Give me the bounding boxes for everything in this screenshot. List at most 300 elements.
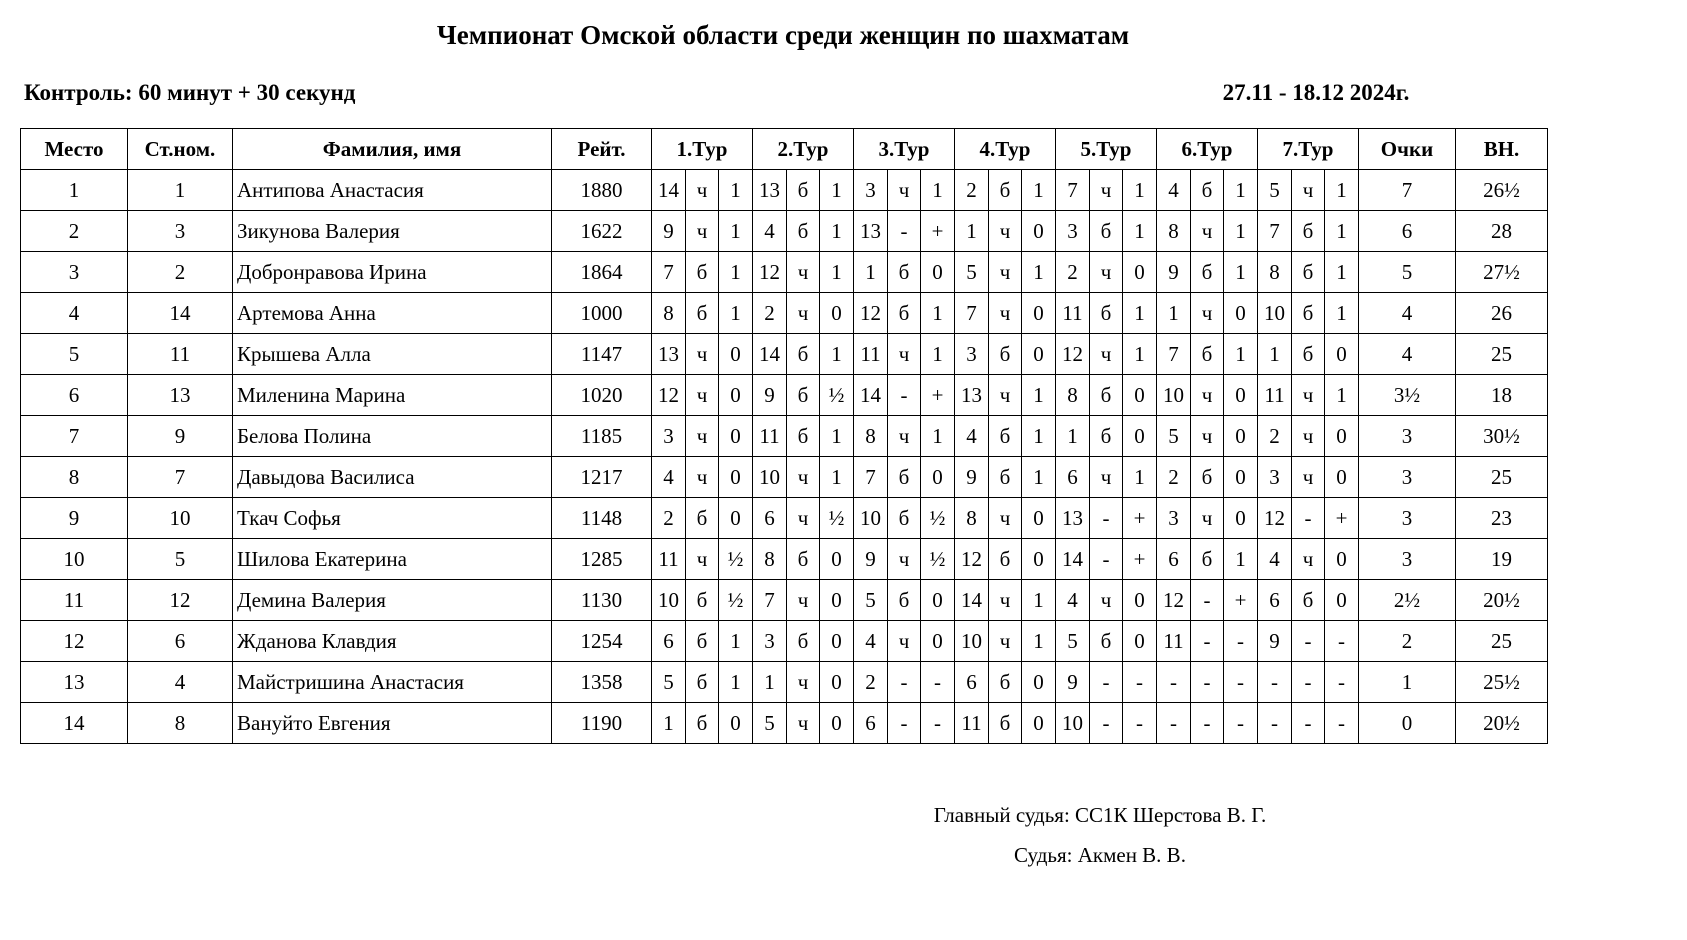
round-result-cell: 1 <box>820 334 854 375</box>
round-opponent-cell: 10 <box>854 498 888 539</box>
round-result-cell: 0 <box>1022 498 1056 539</box>
place-cell: 8 <box>21 457 128 498</box>
round-opponent-cell: 13 <box>652 334 686 375</box>
points-cell: 3 <box>1359 539 1456 580</box>
header-tiebreak: ВН. <box>1456 129 1548 170</box>
round-color-cell: ч <box>1191 211 1224 252</box>
round-result-cell: - <box>1123 662 1157 703</box>
round-result-cell: 1 <box>1325 375 1359 416</box>
round-color-cell: ч <box>686 539 719 580</box>
judges-block <box>910 795 1290 875</box>
round-color-cell: ч <box>888 334 921 375</box>
round-opponent-cell: 2 <box>955 170 989 211</box>
round-opponent-cell: 13 <box>1056 498 1090 539</box>
round-opponent-cell: 1 <box>1056 416 1090 457</box>
round-opponent-cell: 5 <box>1258 170 1292 211</box>
round-color-cell: - <box>1191 621 1224 662</box>
table-row <box>21 580 1548 621</box>
round-result-cell: 1 <box>719 293 753 334</box>
table-row <box>21 170 1548 211</box>
tiebreak-cell: 25½ <box>1456 662 1548 703</box>
round-opponent-cell: 9 <box>753 375 787 416</box>
round-color-cell: ч <box>1090 252 1123 293</box>
round-result-cell: 0 <box>820 662 854 703</box>
round-result-cell: 1 <box>1123 334 1157 375</box>
round-color-cell: б <box>1090 416 1123 457</box>
round-color-cell: б <box>686 498 719 539</box>
round-color-cell: ч <box>1191 293 1224 334</box>
crosstable <box>20 128 1548 744</box>
place-cell: 10 <box>21 539 128 580</box>
header-round-4: 4.Тур <box>955 129 1056 170</box>
chief-judge: Главный судья: СС1К Шерстова В. Г. <box>933 803 1267 827</box>
round-color-cell: - <box>888 211 921 252</box>
round-color-cell: б <box>989 170 1022 211</box>
start-number-cell: 11 <box>128 334 233 375</box>
round-result-cell: 1 <box>1022 416 1056 457</box>
round-opponent-cell: 6 <box>854 703 888 744</box>
round-opponent-cell: 8 <box>955 498 989 539</box>
round-result-cell: 0 <box>1224 375 1258 416</box>
round-result-cell: 0 <box>1224 457 1258 498</box>
round-result-cell: + <box>1123 498 1157 539</box>
header-start-number: Ст.ном. <box>128 129 233 170</box>
round-opponent-cell: 11 <box>854 334 888 375</box>
player-name-cell: Артемова Анна <box>233 293 552 334</box>
header-points: Очки <box>1359 129 1456 170</box>
round-opponent-cell: 4 <box>854 621 888 662</box>
round-result-cell: 0 <box>1325 580 1359 621</box>
round-opponent-cell: 5 <box>753 703 787 744</box>
header-round-5: 5.Тур <box>1056 129 1157 170</box>
round-opponent-cell: 4 <box>1258 539 1292 580</box>
round-color-cell: - <box>1090 498 1123 539</box>
round-color-cell: ч <box>686 416 719 457</box>
round-result-cell: 0 <box>719 334 753 375</box>
tiebreak-cell: 20½ <box>1456 580 1548 621</box>
player-name-cell: Белова Полина <box>233 416 552 457</box>
header-round-6: 6.Тур <box>1157 129 1258 170</box>
round-result-cell: 0 <box>1325 457 1359 498</box>
round-color-cell: б <box>989 703 1022 744</box>
round-result-cell: 1 <box>1325 293 1359 334</box>
round-opponent-cell: - <box>1258 662 1292 703</box>
round-color-cell: б <box>888 498 921 539</box>
round-color-cell: - <box>888 662 921 703</box>
start-number-cell: 9 <box>128 416 233 457</box>
round-opponent-cell: 14 <box>652 170 686 211</box>
round-opponent-cell: 3 <box>652 416 686 457</box>
round-opponent-cell: 2 <box>1157 457 1191 498</box>
table-row <box>21 498 1548 539</box>
round-result-cell: 0 <box>1325 334 1359 375</box>
round-opponent-cell: 11 <box>955 703 989 744</box>
player-name-cell: Крышева Алла <box>233 334 552 375</box>
round-result-cell: 1 <box>1325 211 1359 252</box>
round-result-cell: 0 <box>719 703 753 744</box>
round-color-cell: ч <box>686 375 719 416</box>
round-result-cell: 1 <box>719 621 753 662</box>
round-color-cell: б <box>888 457 921 498</box>
start-number-cell: 5 <box>128 539 233 580</box>
round-result-cell: 0 <box>820 539 854 580</box>
round-color-cell: - <box>1292 703 1325 744</box>
round-opponent-cell: - <box>1157 703 1191 744</box>
round-opponent-cell: - <box>1258 703 1292 744</box>
rating-cell: 1190 <box>552 703 652 744</box>
round-color-cell: б <box>686 252 719 293</box>
round-color-cell: - <box>1090 539 1123 580</box>
points-cell: 4 <box>1359 293 1456 334</box>
start-number-cell: 2 <box>128 252 233 293</box>
round-color-cell: б <box>1191 334 1224 375</box>
round-opponent-cell: 11 <box>652 539 686 580</box>
tiebreak-cell: 27½ <box>1456 252 1548 293</box>
rating-cell: 1130 <box>552 580 652 621</box>
tiebreak-cell: 25 <box>1456 621 1548 662</box>
place-cell: 13 <box>21 662 128 703</box>
header-name: Фамилия, имя <box>233 129 552 170</box>
round-result-cell: 0 <box>1022 662 1056 703</box>
round-color-cell: ч <box>888 539 921 580</box>
round-opponent-cell: 6 <box>652 621 686 662</box>
header-rating: Рейт. <box>552 129 652 170</box>
round-opponent-cell: 13 <box>753 170 787 211</box>
round-result-cell: 1 <box>1022 170 1056 211</box>
rating-cell: 1020 <box>552 375 652 416</box>
round-color-cell: б <box>1191 457 1224 498</box>
round-result-cell: 1 <box>1123 211 1157 252</box>
tiebreak-cell: 23 <box>1456 498 1548 539</box>
points-cell: 3½ <box>1359 375 1456 416</box>
round-result-cell: 0 <box>1224 498 1258 539</box>
round-result-cell: 1 <box>719 170 753 211</box>
round-result-cell: 0 <box>921 621 955 662</box>
round-opponent-cell: 2 <box>1258 416 1292 457</box>
round-color-cell: ч <box>787 293 820 334</box>
round-opponent-cell: 8 <box>1258 252 1292 293</box>
place-cell: 12 <box>21 621 128 662</box>
round-opponent-cell: 2 <box>753 293 787 334</box>
start-number-cell: 13 <box>128 375 233 416</box>
round-opponent-cell: 5 <box>955 252 989 293</box>
round-result-cell: 0 <box>820 621 854 662</box>
round-color-cell: ч <box>1090 170 1123 211</box>
round-result-cell: - <box>921 703 955 744</box>
player-name-cell: Жданова Клавдия <box>233 621 552 662</box>
round-opponent-cell: 12 <box>1258 498 1292 539</box>
header-round-2: 2.Тур <box>753 129 854 170</box>
round-color-cell: ч <box>787 662 820 703</box>
page-title: Чемпионат Омской области среди женщин по шахматам <box>436 20 1130 50</box>
round-opponent-cell: 3 <box>955 334 989 375</box>
round-color-cell: ч <box>787 457 820 498</box>
round-result-cell: 0 <box>1123 252 1157 293</box>
tiebreak-cell: 25 <box>1456 334 1548 375</box>
round-result-cell: 0 <box>1123 375 1157 416</box>
round-result-cell: 0 <box>820 580 854 621</box>
round-color-cell: - <box>1191 580 1224 621</box>
round-result-cell: 1 <box>921 334 955 375</box>
round-opponent-cell: 12 <box>854 293 888 334</box>
rating-cell: 1864 <box>552 252 652 293</box>
round-color-cell: ч <box>1292 170 1325 211</box>
points-cell: 0 <box>1359 703 1456 744</box>
rating-cell: 1358 <box>552 662 652 703</box>
round-result-cell: 1 <box>1224 252 1258 293</box>
round-color-cell: б <box>787 539 820 580</box>
round-opponent-cell: 2 <box>1056 252 1090 293</box>
round-result-cell: - <box>921 662 955 703</box>
round-color-cell: б <box>787 621 820 662</box>
round-color-cell: ч <box>989 621 1022 662</box>
round-result-cell: - <box>1325 662 1359 703</box>
points-cell: 3 <box>1359 498 1456 539</box>
player-name-cell: Демина Валерия <box>233 580 552 621</box>
round-opponent-cell: 7 <box>1157 334 1191 375</box>
round-result-cell: 0 <box>1123 580 1157 621</box>
round-color-cell: - <box>1292 662 1325 703</box>
round-opponent-cell: 11 <box>753 416 787 457</box>
round-color-cell: б <box>888 293 921 334</box>
round-color-cell: ч <box>1090 580 1123 621</box>
round-color-cell: б <box>1191 170 1224 211</box>
round-opponent-cell: 14 <box>1056 539 1090 580</box>
round-result-cell: 1 <box>921 416 955 457</box>
start-number-cell: 1 <box>128 170 233 211</box>
round-result-cell: 0 <box>1325 539 1359 580</box>
round-result-cell: 1 <box>1022 457 1056 498</box>
table-row <box>21 252 1548 293</box>
round-color-cell: - <box>1191 662 1224 703</box>
round-result-cell: 0 <box>719 375 753 416</box>
round-color-cell: ч <box>888 621 921 662</box>
round-result-cell: 0 <box>1022 703 1056 744</box>
player-name-cell: Антипова Анастасия <box>233 170 552 211</box>
round-result-cell: - <box>1123 703 1157 744</box>
round-opponent-cell: 14 <box>854 375 888 416</box>
round-opponent-cell: 10 <box>1157 375 1191 416</box>
round-opponent-cell: 7 <box>652 252 686 293</box>
round-result-cell: 1 <box>1325 252 1359 293</box>
table-row <box>21 539 1548 580</box>
round-color-cell: - <box>888 703 921 744</box>
round-result-cell: 0 <box>1325 416 1359 457</box>
points-cell: 4 <box>1359 334 1456 375</box>
round-color-cell: б <box>1292 580 1325 621</box>
round-opponent-cell: 6 <box>1056 457 1090 498</box>
round-color-cell: б <box>989 662 1022 703</box>
place-cell: 3 <box>21 252 128 293</box>
round-result-cell: + <box>921 211 955 252</box>
table-row <box>21 211 1548 252</box>
player-name-cell: Миленина Марина <box>233 375 552 416</box>
round-result-cell: 1 <box>1123 170 1157 211</box>
round-color-cell: - <box>1090 703 1123 744</box>
round-opponent-cell: 4 <box>1056 580 1090 621</box>
round-color-cell: ч <box>787 703 820 744</box>
round-color-cell: б <box>686 662 719 703</box>
place-cell: 2 <box>21 211 128 252</box>
round-result-cell: - <box>1224 662 1258 703</box>
round-color-cell: - <box>888 375 921 416</box>
round-color-cell: - <box>1090 662 1123 703</box>
round-result-cell: 1 <box>1022 621 1056 662</box>
round-color-cell: ч <box>1090 457 1123 498</box>
round-opponent-cell: 6 <box>1157 539 1191 580</box>
table-row <box>21 457 1548 498</box>
rating-cell: 1285 <box>552 539 652 580</box>
round-result-cell: ½ <box>719 580 753 621</box>
tiebreak-cell: 26 <box>1456 293 1548 334</box>
round-opponent-cell: 10 <box>753 457 787 498</box>
round-color-cell: ч <box>989 498 1022 539</box>
round-color-cell: б <box>686 621 719 662</box>
round-result-cell: 1 <box>1022 252 1056 293</box>
round-color-cell: ч <box>1292 457 1325 498</box>
round-color-cell: ч <box>989 252 1022 293</box>
round-result-cell: - <box>1224 621 1258 662</box>
round-opponent-cell: 7 <box>753 580 787 621</box>
round-result-cell: + <box>1123 539 1157 580</box>
round-result-cell: 0 <box>921 457 955 498</box>
round-color-cell: б <box>989 416 1022 457</box>
round-result-cell: 0 <box>1022 293 1056 334</box>
round-result-cell: 1 <box>719 252 753 293</box>
judge: Судья: Акмен В. В. <box>1014 843 1186 867</box>
round-result-cell: 1 <box>820 211 854 252</box>
round-result-cell: 0 <box>1022 211 1056 252</box>
points-cell: 2 <box>1359 621 1456 662</box>
rating-cell: 1622 <box>552 211 652 252</box>
start-number-cell: 8 <box>128 703 233 744</box>
tiebreak-cell: 26½ <box>1456 170 1548 211</box>
round-opponent-cell: 5 <box>1157 416 1191 457</box>
round-opponent-cell: 12 <box>652 375 686 416</box>
round-color-cell: б <box>787 375 820 416</box>
round-color-cell: б <box>787 334 820 375</box>
start-number-cell: 3 <box>128 211 233 252</box>
round-opponent-cell: 9 <box>1056 662 1090 703</box>
round-color-cell: б <box>1292 211 1325 252</box>
points-cell: 7 <box>1359 170 1456 211</box>
round-color-cell: - <box>1292 498 1325 539</box>
round-opponent-cell: 11 <box>1056 293 1090 334</box>
round-color-cell: ч <box>686 170 719 211</box>
table-row <box>21 334 1548 375</box>
round-color-cell: б <box>686 703 719 744</box>
tiebreak-cell: 30½ <box>1456 416 1548 457</box>
round-color-cell: ч <box>787 580 820 621</box>
round-result-cell: 0 <box>1224 293 1258 334</box>
place-cell: 14 <box>21 703 128 744</box>
round-opponent-cell: 3 <box>753 621 787 662</box>
round-result-cell: 1 <box>820 252 854 293</box>
tiebreak-cell: 19 <box>1456 539 1548 580</box>
round-opponent-cell: 6 <box>753 498 787 539</box>
round-color-cell: ч <box>888 416 921 457</box>
round-color-cell: ч <box>1090 334 1123 375</box>
start-number-cell: 14 <box>128 293 233 334</box>
round-opponent-cell: 3 <box>1258 457 1292 498</box>
header-place: Место <box>21 129 128 170</box>
round-opponent-cell: 8 <box>652 293 686 334</box>
round-opponent-cell: 11 <box>1258 375 1292 416</box>
rating-cell: 1254 <box>552 621 652 662</box>
round-color-cell: ч <box>1292 375 1325 416</box>
round-color-cell: б <box>989 334 1022 375</box>
round-opponent-cell: 3 <box>1056 211 1090 252</box>
round-result-cell: 1 <box>921 293 955 334</box>
round-opponent-cell: 13 <box>955 375 989 416</box>
round-color-cell: ч <box>787 498 820 539</box>
start-number-cell: 4 <box>128 662 233 703</box>
round-opponent-cell: 2 <box>854 662 888 703</box>
table-row <box>21 375 1548 416</box>
round-color-cell: б <box>1090 621 1123 662</box>
round-result-cell: ½ <box>921 539 955 580</box>
player-name-cell: Шилова Екатерина <box>233 539 552 580</box>
table-row <box>21 662 1548 703</box>
round-color-cell: б <box>1090 375 1123 416</box>
round-result-cell: 0 <box>1224 416 1258 457</box>
round-opponent-cell: 6 <box>1258 580 1292 621</box>
round-result-cell: 0 <box>1123 621 1157 662</box>
round-opponent-cell: 12 <box>955 539 989 580</box>
round-color-cell: б <box>1292 293 1325 334</box>
place-cell: 5 <box>21 334 128 375</box>
round-color-cell: б <box>1191 252 1224 293</box>
round-result-cell: 0 <box>719 457 753 498</box>
table-row <box>21 293 1548 334</box>
round-result-cell: + <box>921 375 955 416</box>
round-result-cell: 0 <box>719 416 753 457</box>
rating-cell: 1148 <box>552 498 652 539</box>
round-color-cell: ч <box>1191 498 1224 539</box>
round-color-cell: ч <box>888 170 921 211</box>
player-name-cell: Зикунова Валерия <box>233 211 552 252</box>
round-result-cell: ½ <box>820 498 854 539</box>
header-row <box>21 129 1548 170</box>
round-opponent-cell: 8 <box>753 539 787 580</box>
player-name-cell: Добронравова Ирина <box>233 252 552 293</box>
round-result-cell: 1 <box>719 211 753 252</box>
time-control: Контроль: 60 минут + 30 секунд <box>24 80 356 105</box>
round-opponent-cell: 7 <box>1056 170 1090 211</box>
round-result-cell: + <box>1224 580 1258 621</box>
round-result-cell: 1 <box>1224 539 1258 580</box>
player-name-cell: Ткач Софья <box>233 498 552 539</box>
round-result-cell: 1 <box>921 170 955 211</box>
round-opponent-cell: 8 <box>1056 375 1090 416</box>
round-result-cell: ½ <box>820 375 854 416</box>
round-opponent-cell: 13 <box>854 211 888 252</box>
round-opponent-cell: 9 <box>652 211 686 252</box>
round-result-cell: 1 <box>1224 170 1258 211</box>
player-name-cell: Вануйто Евгения <box>233 703 552 744</box>
round-result-cell: 1 <box>1224 334 1258 375</box>
round-color-cell: ч <box>989 580 1022 621</box>
round-opponent-cell: 8 <box>854 416 888 457</box>
round-result-cell: 0 <box>820 703 854 744</box>
rating-cell: 1147 <box>552 334 652 375</box>
round-color-cell: ч <box>787 252 820 293</box>
round-opponent-cell: 8 <box>1157 211 1191 252</box>
round-color-cell: ч <box>989 375 1022 416</box>
round-opponent-cell: 1 <box>1157 293 1191 334</box>
place-cell: 1 <box>21 170 128 211</box>
rating-cell: 1880 <box>552 170 652 211</box>
